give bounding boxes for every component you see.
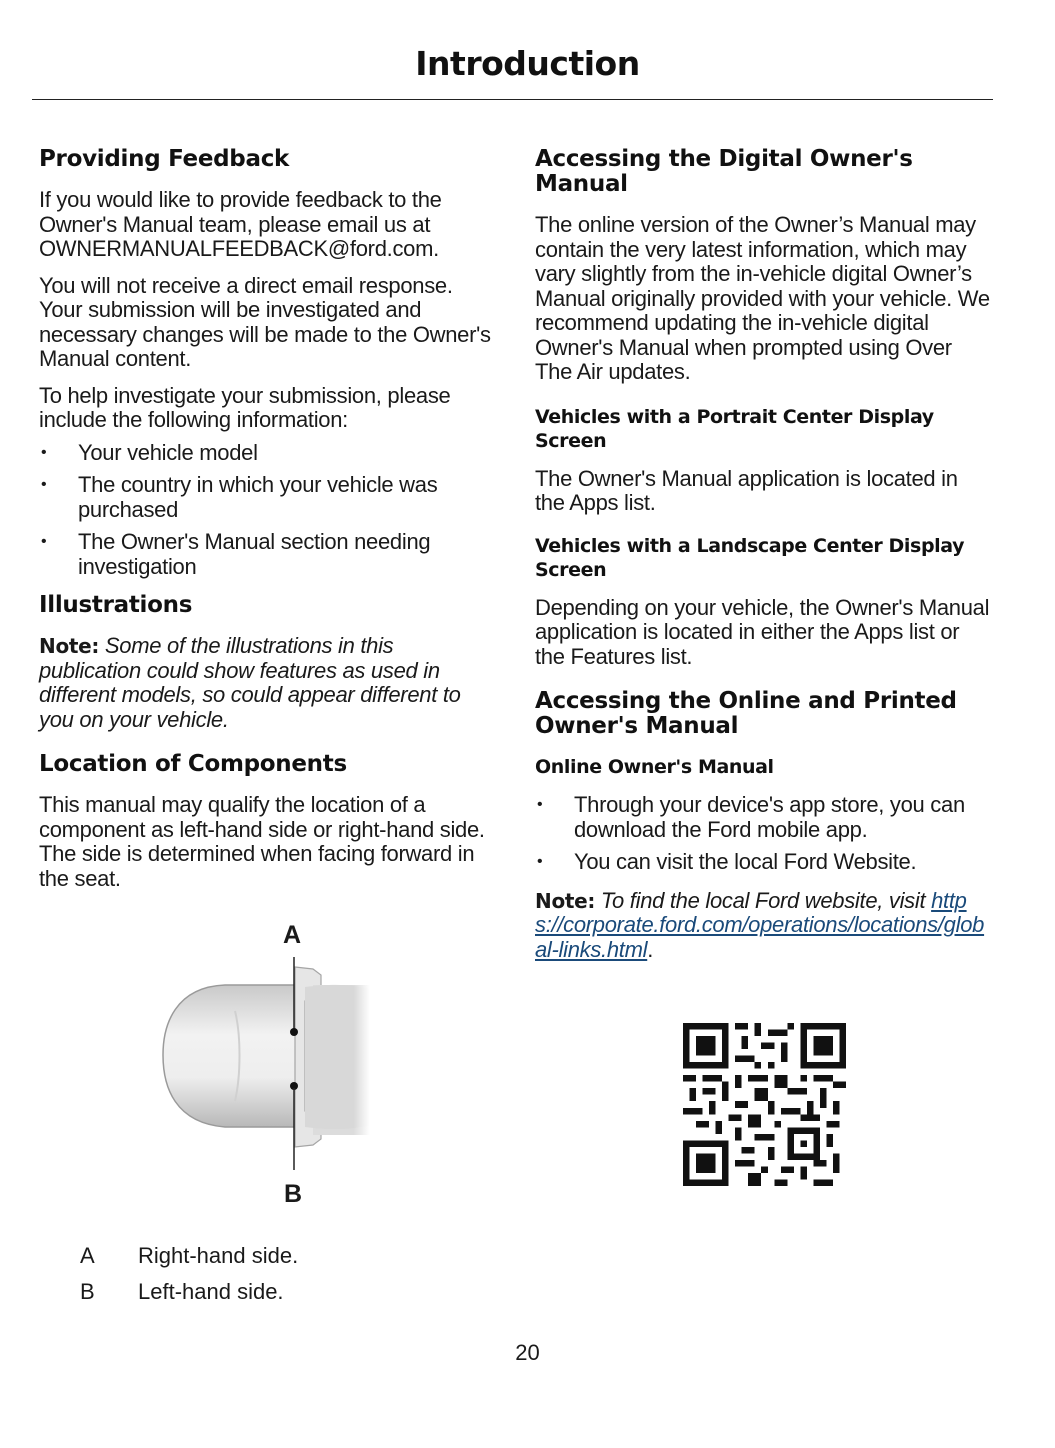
qr-code (683, 1023, 846, 1186)
left-column (39, 143, 491, 903)
global-links-link[interactable]: https://corporate.ford.com/operations/locations/global-links.html (535, 887, 985, 962)
digital-manual-paragraph: The online version of the Owner’s Manual may contain the very latest information, which may vary slightly from the in-vehicle digital Owner’s Manual originally provided with your vehicle. We recommend updating the in-vehicle digital Owner's Manual when prompted using Over The Air updates. (535, 212, 990, 384)
landscape-display-heading: Vehicles with a Landscape Center Display Screen (535, 534, 965, 581)
location-paragraph: This manual may qualify the location of a component as left-hand side or right-hand side. The side is determined when facing forward in the seat. (39, 792, 485, 891)
portrait-display-heading: Vehicles with a Portrait Center Display Screen (535, 405, 934, 452)
list-item: • The country in which your vehicle was purchased (41, 472, 438, 522)
landscape-display-paragraph: Depending on your vehicle, the Owner's Manual application is located in either the Apps list or the Features list. (535, 594, 990, 669)
feedback-paragraph-1: If you would like to provide feedback to the Owner's Manual team, please email us at OWNERMANUALFEEDBACK@ford.com. (39, 187, 442, 261)
list-item: • You can visit the local Ford Website. (537, 849, 917, 874)
legend-row: B Left-hand side. (80, 1279, 284, 1304)
title-divider (32, 99, 993, 100)
figure-label-b: B (284, 1180, 303, 1208)
online-manual-note: Note: To find the local Ford website, visit https://corporate.ford.com/operations/locations/global-links.html. (535, 887, 985, 962)
seat-illustration (155, 915, 370, 1215)
location-heading: Location of Components (39, 751, 347, 777)
online-manual-subheading: Online Owner's Manual (535, 756, 774, 778)
illustrations-heading: Illustrations (39, 592, 193, 618)
portrait-display-paragraph: The Owner's Manual application is located in the Apps list. (535, 465, 958, 515)
right-column (535, 143, 990, 974)
online-manual-list (535, 793, 990, 875)
feedback-info-list (39, 441, 491, 580)
seat-location-figure (155, 915, 370, 1215)
figure-legend (80, 1244, 298, 1316)
online-printed-heading: Accessing the Online and Printed Owner's Manual (535, 688, 957, 739)
list-item: • The Owner's Manual section needing investigation (41, 529, 431, 579)
legend-row: A Right-hand side. (80, 1243, 299, 1268)
illustrations-note: Note: Some of the illustrations in this publication could show features as used in different models, so could appear different to you on your vehicle. (39, 633, 461, 732)
feedback-paragraph-2: You will not receive a direct email response. Your submission will be investigated and necessary changes will be made to the Owner's Manual content. (39, 272, 491, 371)
feedback-heading: Providing Feedback (39, 146, 290, 172)
page-title: Introduction (415, 44, 640, 83)
figure-label-a: A (283, 921, 302, 949)
feedback-paragraph-3: To help investigate your submission, please include the following information: (39, 382, 451, 432)
page-number: 20 (515, 1340, 540, 1365)
list-item: • Through your device's app store, you can download the Ford mobile app. (537, 792, 965, 842)
list-item: • Your vehicle model (41, 439, 258, 465)
digital-manual-heading: Accessing the Digital Owner's Manual (535, 146, 913, 197)
